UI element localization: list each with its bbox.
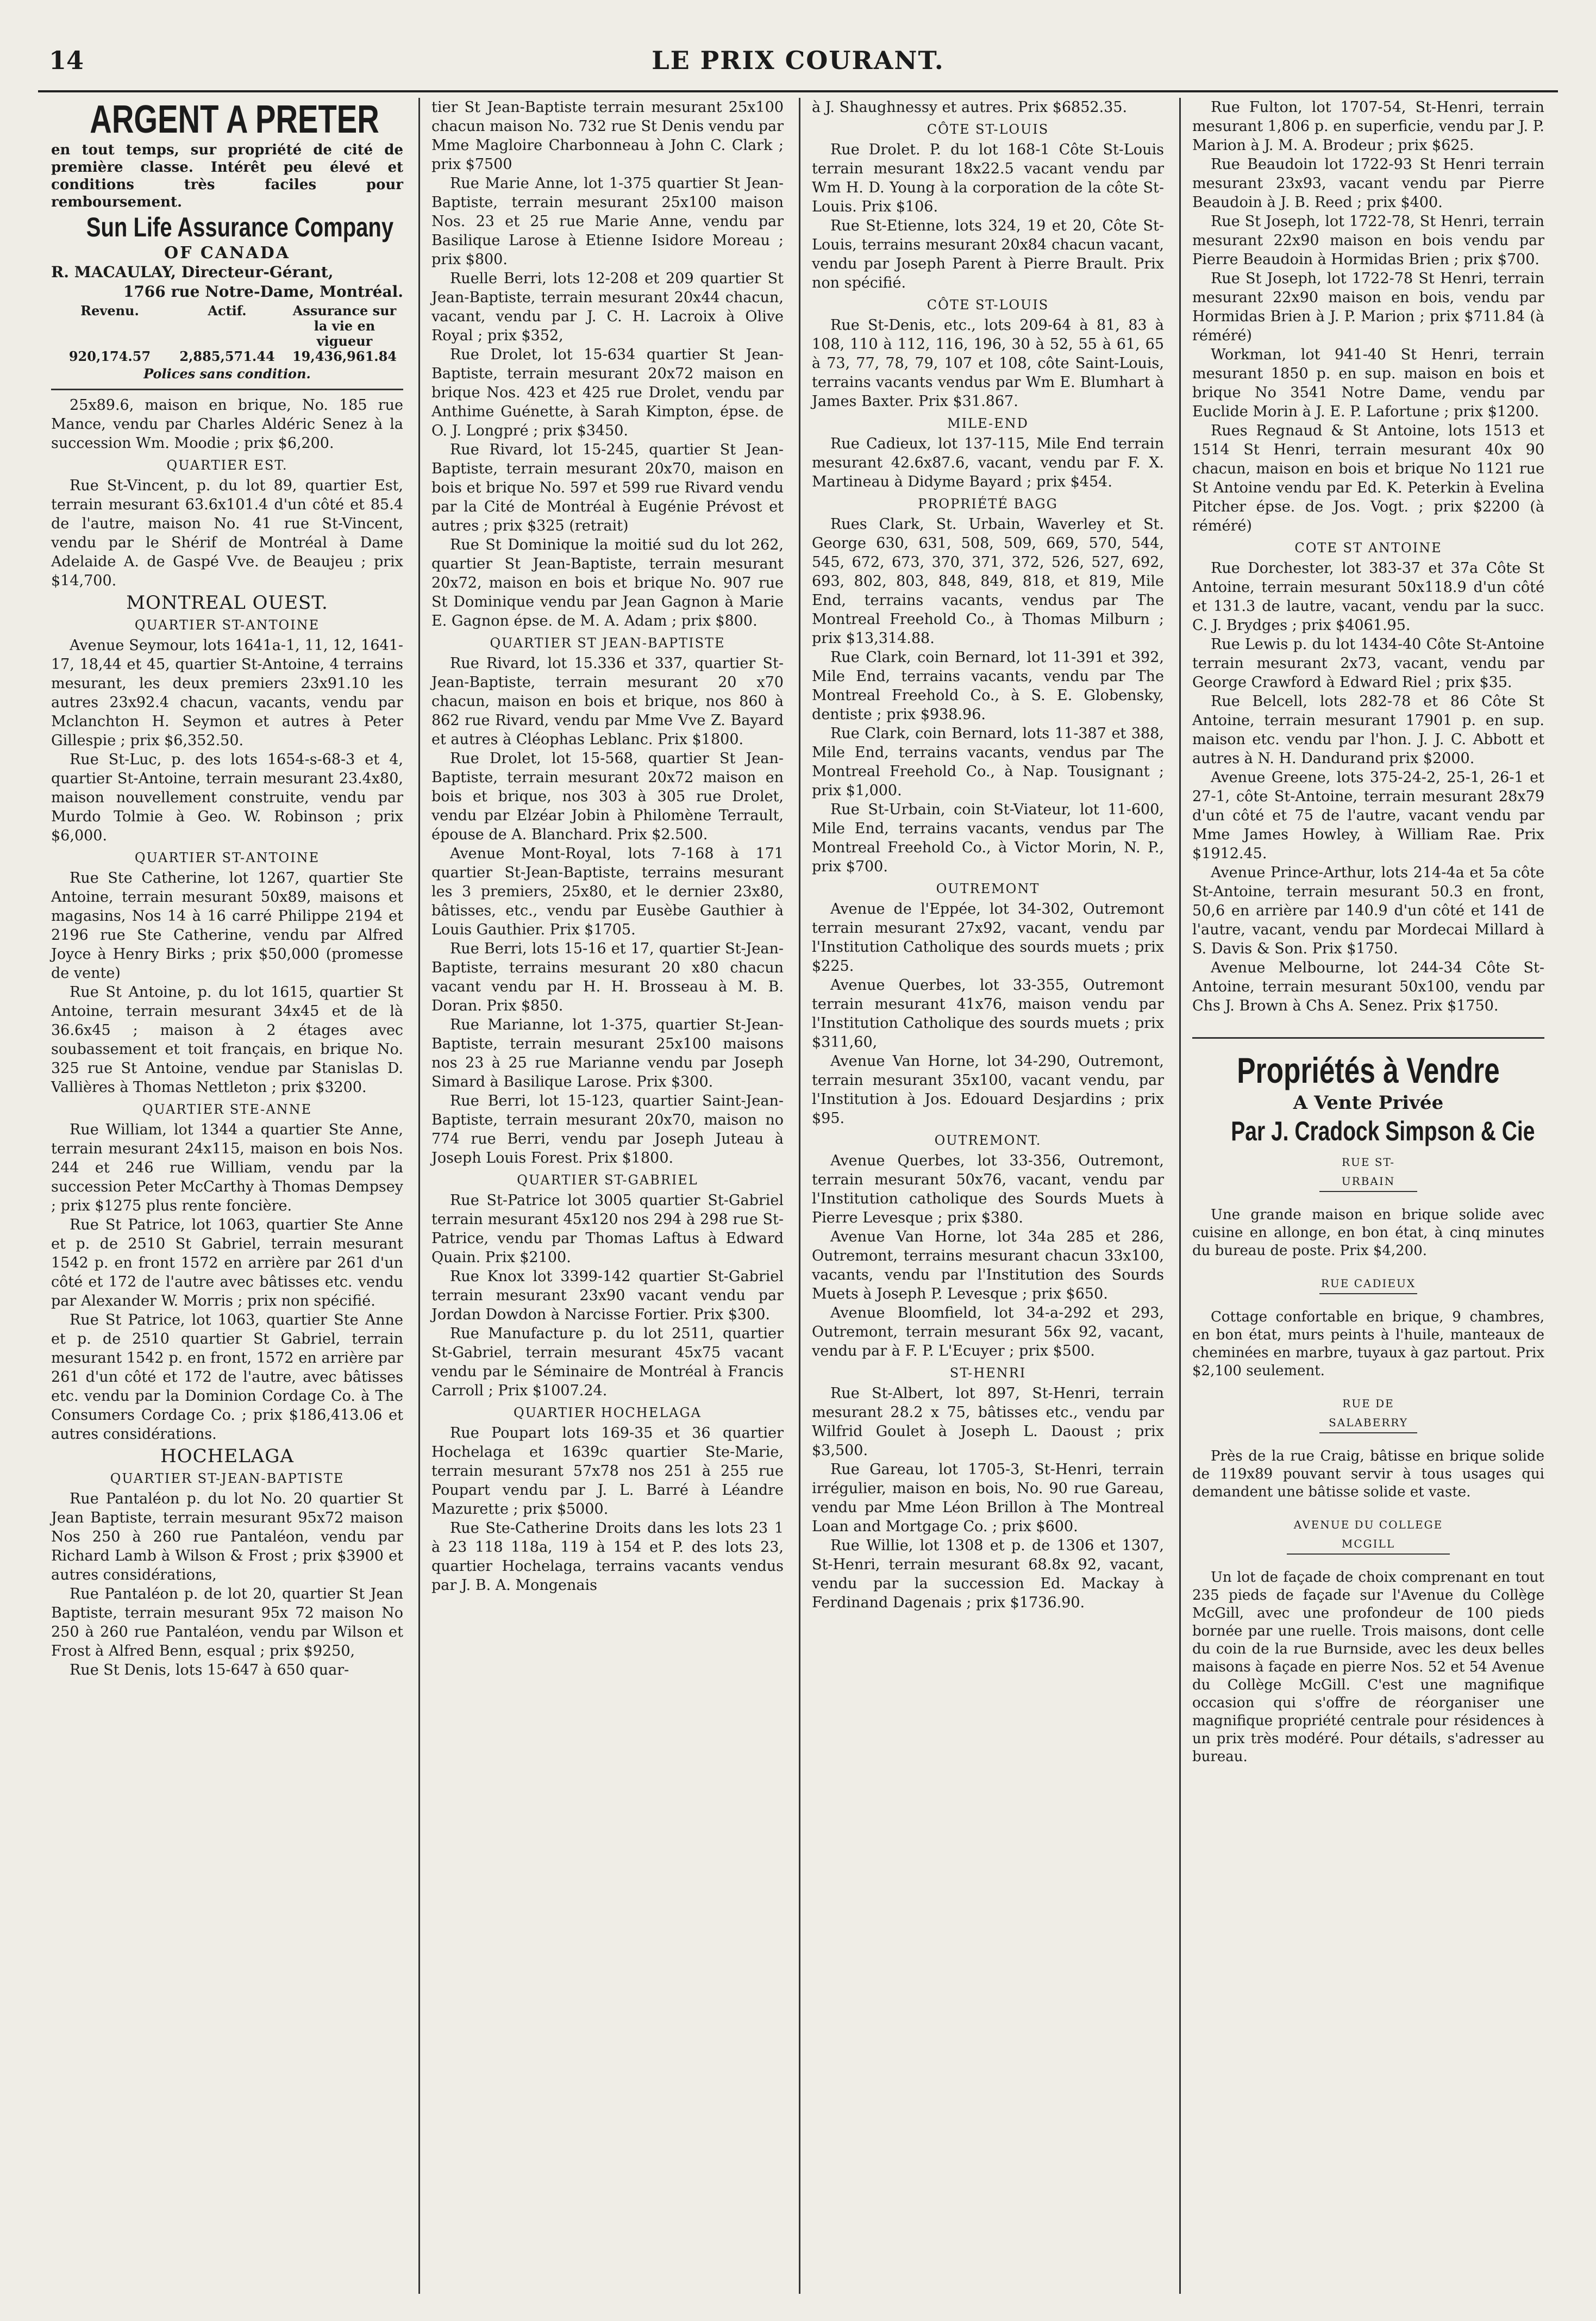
advert-manager: R. MACAULAY, Directeur-Gérant, [51,263,334,281]
listing: Avenue Seymour, lots 1641a-1, 11, 12, 1641-17, 18,44 et 45, quartier St-Antoine, 4 terrains mesurant, les deux premiers 23x91.10 les autres 23x92.4 chacun, vacants, vendu par Mclanchton H. Seymon et autres à Peter Gillespie ; prix $6,352.50. [51,637,403,749]
listing: Rue Marianne, lot 1-375, quartier St-Jean-Baptiste, terrain mesurant 25x100 maisons nos 23 à 25 rue Marianne vendu par Joseph Simard à Basilique Larose. Prix $300. [431,1016,784,1090]
listing: Rue St-Albert, lot 897, St-Henri, terrain mesurant 28.2 x 75, bâtisses etc., vendu par Wilfrid Goulet à Joseph L. Daoust ; prix $3,500. [812,1385,1164,1459]
section-heading: QUARTIER STE-ANNE [142,1102,312,1117]
listing: Ruelle Berri, lots 12-208 et 209 quartier St Jean-Baptiste, terrain mesurant 20x44 chacun, vacant, vendu par J. C. H. Lacroix à Olive Royal ; prix $352, [431,270,784,344]
stats-header: Revenu. [80,303,139,319]
advert-title: ARGENT A PRETER [90,98,379,141]
listing: Cottage confortable en brique, 9 chambres, en bon état, murs peints à l'huile, manteaux de cheminées en marbre, tuyaux à gaz partout. Prix $2,100 seulement. [1192,1309,1544,1379]
listing: Rue Manufacture p. du lot 2511, quartier St-Gabriel, terrain mesurant 45x75 vacant vendu par le Séminaire de Montréal à Francis Carroll ; Prix $1007.24. [431,1325,784,1399]
listing: Avenue Prince-Arthur, lots 214-4a et 5a côte St-Antoine, terrain mesurant 50.3 en front, 50,6 en arrière par 140.9 d'un côté et 141 de l'autre, vacant, vendu par Mordecai Millard à S. Davis & Son. Prix $1750. [1192,864,1544,957]
listing: à J. Shaughnessy et autres. Prix $6852.35. [812,99,1128,116]
listing: Rue Cadieux, lot 137-115, Mile End terrain mesurant 42.6x87.6, vacant, vendu par F. X. Martineau à Didyme Bayard ; prix $454. [812,435,1164,490]
listing: Rue Pantaléon p. du lot No. 20 quartier St Jean Baptiste, terrain mesurant 95x72 maison Nos 250 à 260 rue Pantaléon, vendu par Richard Lamb à Wilson & Frost ; prix $3900 et autres considérations, [51,1490,403,1583]
listing: Rue Willie, lot 1308 et p. de 1306 et 1307, St-Henri, terrain mesurant 68.8x 92, vacant, vendu par la succession Ed. Mackay à Ferdinand Dagenais ; prix $1736.90. [812,1537,1164,1611]
listing: Rue Marie Anne, lot 1-375 quartier St Jean-Baptiste, terrain mesurant 25x100 maison Nos. 23 et 25 rue Marie Anne, vendu par Basilique Larose à Etienne Isidore Moreau ; prix $800. [431,175,784,268]
listing: Rue Gareau, lot 1705-3, St-Henri, terrain irrégulier, maison en bois, No. 90 rue Gareau, vendu par Mme Léon Brillon à The Montreal Loan and Mortgage Co. ; prix $600. [812,1461,1164,1535]
advert-company-sub: OF CANADA [164,244,291,263]
section-heading: AVENUE DU COLLEGE MCGILL [1287,1515,1450,1555]
column-rule [799,98,800,2294]
listing: Rue St Patrice, lot 1063, quartier Ste Anne et p. de 2510 St Gabriel, terrain mesurant 1542 p. en front 1572 en arrière par 261 d'un côté et 172 de l'autre avec bâtisses etc. vendu par Alexander W. Morris ; prix non spécifié. [51,1216,403,1309]
listing: Rue Fulton, lot 1707-54, St-Henri, terrain mesurant 1,806 p. en superficie, vendu par J. P. Marion à J. M. A. Brodeur ; prix $625. [1192,99,1544,154]
section-heading: CÔTE ST-LOUIS [927,122,1049,137]
sale-ad-title: Propriétés à Vendre [1237,1050,1500,1090]
listing: Rue Clark, coin Bernard, lots 11-387 et 388, Mile End, terrains vacants, vendus par The Montreal Freehold Co., à Nap. Tousignant ; prix $1,000. [812,725,1164,799]
section-heading: MONTREAL OUEST. [126,592,328,614]
divider [51,389,403,390]
stats-value: 920,174.57 [68,348,151,364]
listing: Avenue Querbes, lot 33-356, Outremont, terrain mesurant 50x76, vacant, vendu par l'Institution catholique des Sourds Muets à Pierre Levesque ; prix $380. [812,1152,1164,1226]
listing: Avenue Van Horne, lot 34-290, Outremont, terrain mesurant 35x100, vacant vendu, par l'Institution à Jos. Edouard Desjardins ; prix $95. [812,1053,1164,1127]
section-heading: MILE-END [947,416,1029,431]
listing: Rue St-Patrice lot 3005 quartier St-Gabriel terrain mesurant 45x120 nos 294 à 298 rue St-Patrice, vendu par Thomas Laftus à Edward Quain. Prix $2100. [431,1192,784,1266]
listing: Une grande maison en brique solide avec cuisine en allonge, en bon état, à cinq minutes du bureau de poste. Prix $4,200. [1192,1207,1544,1259]
listing: Rue Lewis p. du lot 1434-40 Côte St-Antoine terrain mesurant 2x73, vacant, vendu par George Crawford à Edward Riel ; prix $35. [1192,636,1544,691]
sale-ad-subtitle: A Vente Privée [1293,1092,1444,1114]
section-heading: COTE ST ANTOINE [1294,540,1442,556]
section-heading: QUARTIER ST-JEAN-BAPTISTE [110,1471,345,1486]
listing: Avenue Van Horne, lot 34a 285 et 286, Outremont, terrains mesurant chacun 33x100, vacants, vendu par l'Institution des Sourds Muets à Joseph P. Levesque ; prix $650. [812,1228,1164,1302]
listing: Rue St Antoine, p. du lot 1615, quartier St Antoine, terrain mesurant 34x45 et de là 36.6x45 ; maison à 2 étages avec soubassement et toit français, en brique No. 325 rue St Antoine, vendue par Stanislas D. Vallières à Thomas Nettleton ; prix $3200. [51,984,403,1096]
page-header [38,38,1558,92]
column-rule [1179,98,1181,2294]
advert-note: Polices sans condition. [143,366,311,382]
listing: Rue Beaudoin lot 1722-93 St Henri terrain mesurant 23x93, vacant vendu par Pierre Beaudoin à J. B. Reed ; prix $400. [1192,156,1544,211]
stats-header: Actif. [208,303,247,319]
section-heading: HOCHELAGA [160,1445,294,1467]
column-1 [43,98,411,2294]
listing: Avenue Mont-Royal, lots 7-168 à 171 quartier St-Jean-Baptiste, terrains mesurant les 3 premiers, 25x80, et le dernier 23x80, bâtisses, etc., vendu par Eusèbe Gauthier à Louis Gauthier. Prix $1705. [431,845,784,938]
section-heading: QUARTIER HOCHELAGA [513,1405,702,1420]
column-4 [1185,98,1552,2294]
stats-value: 2,885,571.44 [179,348,275,364]
listing: Rues Clark, St. Urbain, Waverley et St. George 630, 631, 508, 509, 669, 570, 544, 545, 672, 673, 370, 371, 372, 526, 527, 692, 693, 802, 803, 848, 849, 818, et 819, Mile End, terrains vacants, vendus par The Montreal Freehold Co., à Thomas Milburn ; prix $13,314.88. [812,516,1164,647]
listing: Avenue de l'Eppée, lot 34-302, Outremont terrain mesurant 27x92, vacant, vendu par l'Institution Catholique des sourds muets ; prix $225. [812,901,1164,975]
section-heading: QUARTIER EST. [166,458,288,473]
listing: Près de la rue Craig, bâtisse en brique solide de 119x89 pouvant servir à tous usages qui demandent une bâtisse solide et vaste. [1192,1448,1544,1500]
listing: Avenue Melbourne, lot 244-34 Côte St-Antoine, terrain mesurant 50x100, vendu par Chs J. Brown à Chs A. Senez. Prix $1750. [1192,959,1544,1014]
listing: Rue Dorchester, lot 383-37 et 37a Côte St Antoine, terrain mesurant 50x118.9 d'un côté et 131.3 de lautre, vacant, vendu par la succ. C. J. Brydges ; prix $4061.95. [1192,560,1544,634]
section-heading: RUE DE SALABERRY [1319,1394,1417,1433]
listing: Workman, lot 941-40 St Henri, terrain mesurant 1850 p. en sup. maison en bois et brique No 3541 Notre Dame, vendu par Euclide Morin à J. E. P. Lafortune ; prix $1200. [1192,346,1544,420]
column-2 [424,98,791,2294]
divider [1192,1037,1544,1039]
column-rule [418,98,420,2294]
section-heading: OUTREMONT [936,881,1040,896]
listing: Rue Clark, coin Bernard, lot 11-391 et 392, Mile End, terrains vacants, vendu par The Montreal Freehold Co., à S. E. Globensky, dentiste ; prix $938.96. [812,649,1164,723]
listing: Rue St Joseph, lot 1722-78, St Henri, terrain mesurant 22x90 maison en bois vendu par Pierre Beaudoin à Hormidas Brien ; prix $700. [1192,213,1544,268]
listing: Rue Drolet. P. du lot 168-1 Côte St-Louis terrain mesurant 18x22.5 vacant vendu par Wm H. D. Young à la corporation de la côte St-Louis. Prix $106. [812,141,1164,215]
columns [43,98,1554,2294]
listing: Rue Rivard, lot 15.336 et 337, quartier St-Jean-Baptiste, terrain mesurant 20 x70 chacun, maison en bois et brique, nos 860 à 862 rue Rivard, vendu par Mme Vve Z. Bayard et autres à Cléophas Leblanc. Prix $1800. [431,655,784,748]
section-heading: QUARTIER ST-ANTOINE [134,850,320,865]
listing: Rue Berri, lots 15-16 et 17, quartier St-Jean-Baptiste, terrains mesurant 20 x80 chacun vacant vendu par H. H. Brosseau à M. B. Doran. Prix $850. [431,940,784,1014]
listing: Rue Ste-Catherine Droits dans les lots 23 1 à 23 118 118a, 119 à 154 et P. des lots 23, quartier Hochelaga, terrains vacants vendus par J. B. A. Mongenais [431,1520,784,1594]
section-heading: PROPRIÉTÉ BAGG [918,496,1058,511]
listing: Rue William, lot 1344 a quartier Ste Anne, terrain mesurant 24x115, maison en bois Nos. 244 et 246 rue William, vendu par la succession Peter McCarthy à Thomas Dempsey ; prix $1275 plus rente foncière. [51,1121,403,1214]
section-heading: RUE CADIEUX [1319,1274,1417,1294]
column-3 [804,98,1172,2294]
sale-ad-agent: Par J. Cradock Simpson & Cie [1231,1116,1535,1146]
listing: Avenue Querbes, lot 33-355, Outremont terrain mesurant 41x76, maison vendu par l'Institution Catholique des sourds muets ; prix $311,60, [812,977,1164,1051]
listing: Rue St Dominique la moitié sud du lot 262, quartier St Jean-Baptiste, terrain mesurant 20x72, maison en bois et brique No. 907 rue St Dominique vendu par Jean Gagnon à Marie E. Gagnon épse. de M. A. Adam ; prix $800. [431,536,784,629]
listing: Rue St Patrice, lot 1063, quartier Ste Anne et p. de 2510 quartier St Gabriel, terrain mesurant 1542 p. en front, 1572 en arrière par 261 d'un côté et 172 de l'autre, avec bâtisses etc. vendu par la Dominion Cordage Co. à The Consumers Cordage Co. ; prix $186,413.06 et autres considérations. [51,1312,403,1443]
listing: Rue Pantaléon p. de lot 20, quartier St Jean Baptiste, terrain mesurant 95x 72 maison No 250 à 260 rue Pantaléon, vendu par Wilson et Frost à Alfred Benn, esqual ; prix $9250, [51,1586,403,1659]
stats-header: Assurance sur la vie en vigueur [292,303,397,349]
listing: Rue St Joseph, lot 1722-78 St Henri, terrain mesurant 22x90 maison en bois, vendu par Hormidas Brien à J. P. Marion ; prix $711.84 (à réméré) [1192,270,1544,344]
listing: Rues Regnaud & St Antoine, lots 1513 et 1514 St Henri, terrain mesurant 40x 90 chacun, maison en bois et brique No 1121 rue St Antoine vendu par Ed. K. Peterkin à Evelina Pitcher épse. de Jos. Vogt. ; prix $2200 (à réméré) [1192,422,1544,534]
listing: Rue St-Luc, p. des lots 1654-s-68-3 et 4, quartier St-Antoine, terrain mesurant 23.4x80, maison nouvellement construite, vendu par Murdo Tolmie à Geo. W. Robinson ; prix $6,000. [51,751,403,844]
listing: tier St Jean-Baptiste terrain mesurant 25x100 chacun maison No. 732 rue St Denis vendu par Mme Magloire Charbonneau à John C. Clark ; prix $7500 [431,99,784,173]
listing: Avenue Bloomfield, lot 34-a-292 et 293, Outremont, terrain mesurant 56x 92, vacant, vendu par à F. P. L'Ecuyer ; prix $500. [812,1305,1164,1359]
listing: Rue Drolet, lot 15-568, quartier St Jean-Baptiste, terrain mesurant 20x72 maison en bois et brique, nos 303 à 305 rue Drolet, vendu par Elzéar Jobin à Philomène Terrault, épouse de A. Blanchard. Prix $2.500. [431,750,784,843]
listing: Rue Belcell, lots 282-78 et 86 Côte St Antoine, terrain mesurant 17901 p. en sup. maison etc. vendu par l'hon. J. J. C. Abbott et autres à N. H. Dandurand prix $2000. [1192,693,1544,767]
advert-intro: en tout temps, sur propriété de cité de première classe. Intérêt peu élevé et conditions très faciles pour remboursement. [51,142,403,210]
section-heading: QUARTIER ST-GABRIEL [517,1172,698,1188]
listing: Rue Knox lot 3399-142 quartier St-Gabriel terrain mesurant 23x90 vacant vendu par Jordan Dowdon à Narcisse Fortier. Prix $300. [431,1268,784,1323]
stats-value: 19,436,961.84 [292,348,397,364]
listing: 25x89.6, maison en brique, No. 185 rue Mance, vendu par Charles Aldéric Senez à la succession Wm. Moodie ; prix $6,200. [51,397,403,452]
listing: Rue Ste Catherine, lot 1267, quartier Ste Antoine, terrain mesurant 50x89, maisons et magasins, Nos 14 à 16 carré Philippe 2194 et 2196 rue Ste Catherine, vendu par Alfred Joyce à Henry Birks ; prix $50,000 (promesse de vente) [51,870,403,982]
listing: Rue St Denis, lots 15-647 à 650 quar- [70,1662,349,1679]
listing: Avenue Greene, lots 375-24-2, 25-1, 26-1 et 27-1, côte St-Antoine, terrain mesurant 28x79 d'un côté et 75 de l'autre, vacant vendu par Mme James Howley, à William Rae. Prix $1912.45. [1192,769,1544,862]
section-heading: QUARTIER ST JEAN-BAPTISTE [490,635,725,651]
section-heading: OUTREMONT. [934,1133,1042,1148]
advert-address: 1766 rue Notre-Dame, Montréal. [123,283,403,301]
section-heading: RUE ST-URBAIN [1319,1153,1417,1192]
listing: Rue Poupart lots 169-35 et 36 quartier Hochelaga et 1639c quartier Ste-Marie, terrain mesurant 57x78 nos 251 à 255 rue Poupart vendu par J. L. Barré à Léandre Mazurette ; prix $5000. [431,1425,784,1518]
section-heading: CÔTE ST-LOUIS [927,297,1049,313]
listing: Un lot de façade de choix comprenant en tout 235 pieds de façade sur l'Avenue du Collège McGill, avec une profondeur de 100 pieds bornée par une ruelle. Trois maisons, dont celle du coin de la rue Burnside, avec les deux belles maisons à façade en pierre Nos. 52 et 54 Avenue du Collège McGill. C'est une magnifique occasion qui s'offre de réorganiser une magnifique propriété centrale pour résidences à un prix très modéré. Pour détails, s'adresser au bureau. [1192,1569,1544,1765]
page-number: 14 [49,46,84,75]
listing: Rue Berri, lot 15-123, quartier Saint-Jean-Baptiste, terrain mesurant 20x70, maison no 774 rue Berri, vendu par Joseph Juteau à Joseph Louis Forest. Prix $1800. [431,1093,784,1166]
section-heading: ST-HENRI [949,1365,1027,1381]
listing: Rue Drolet, lot 15-634 quartier St Jean-Baptiste, terrain mesurant 20x72 maison en brique Nos. 423 et 425 rue Drolet, vendu par Anthime Guénette, à Sarah Kimpton, épse. de O. J. Longpré ; prix $3450. [431,346,784,439]
section-heading: QUARTIER ST-ANTOINE [134,617,320,633]
listing: Rue St-Denis, etc., lots 209-64 à 81, 83 à 108, 110 à 112, 116, 196, 30 à 52, 55 à 61, 65 à 73, 77, 78, 79, 107 et 108, côte Saint-Louis, terrains vacants vendus par Wm E. Blumhart à James Baxter. Prix $31.867. [812,317,1164,410]
advert-company: Sun Life Assurance Company [86,212,394,242]
listing: Rue St-Urbain, coin St-Viateur, lot 11-600, Mile End, terrains vacants, vendus par The Montreal Freehold Co., à Victor Morin, N. P., prix $700. [812,801,1164,875]
journal-title: LE PRIX COURANT. [652,46,944,75]
listing: Rue St-Vincent, p. du lot 89, quartier Est, terrain mesurant 63.6x101.4 d'un côté et 85.4 de l'autre, maison No. 41 rue St-Vincent, vendu par le Shérif de Montréal à Dame Adelaide A. de Gaspé Vve. de Beaujeu ; prix $14,700. [51,477,403,589]
listing: Rue Rivard, lot 15-245, quartier St Jean-Baptiste, terrain mesurant 20x70, maison en bois et brique No. 597 et 599 rue Rivard vendu par la Cité de Montréal à Eugénie Prévost et autres ; prix $325 (retrait) [431,441,784,534]
advert-stats [51,303,403,364]
listing: Rue St-Etienne, lots 324, 19 et 20, Côte St-Louis, terrains mesurant 20x84 chacun vacant, vendu par Joseph Parent à Pierre Brault. Prix non spécifié. [812,217,1164,291]
